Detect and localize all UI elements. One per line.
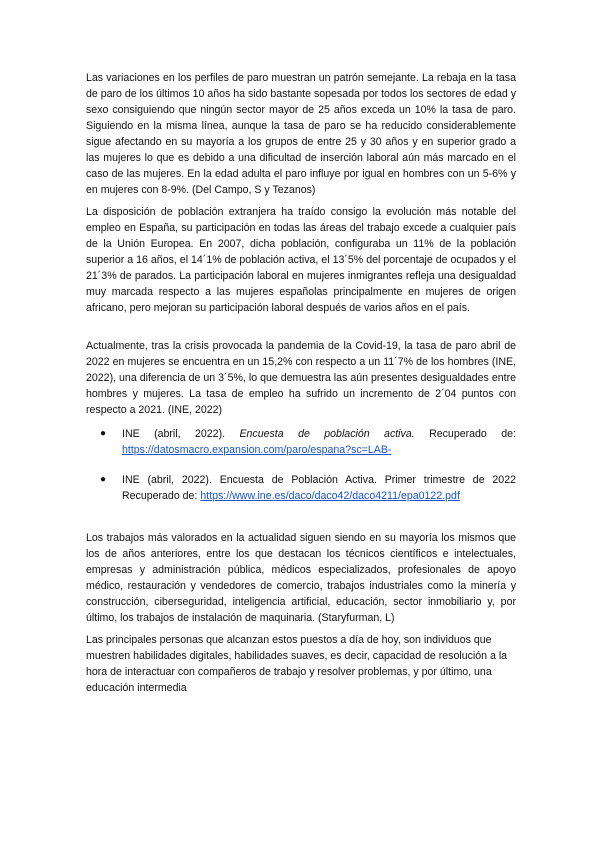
reference-link[interactable]: https://datosmacro.expansion.com/paro/espana?sc=LAB- bbox=[122, 444, 392, 456]
reference-title: Encuesta de Población Activa. Primer trimestre de 2022 bbox=[219, 474, 516, 486]
paragraph-unemployment-profiles: Las variaciones en los perfiles de paro muestran un patrón semejante. La rebaja en la tasa de paro de los últimos 10 años ha sido bastante sopesada por todos los sectores de edad y sexo consiguiendo que ningún sector mayor de 25 años exceda un 10% la tasa de paro. Siguiendo en la misma línea, aunque la tasa de paro se ha reducido considerablemente sigue afectando en su mayoría a los grupos de entre 25 y 30 años y en superior grado a las mujeres lo que es debido a una dificultad de inserción laboral aún más marcado en el caso de las mujeres. En la edad adulta el paro influye por igual en hombres con un 5-6% y en mujeres con 8-9%. (Del Campo, S y Tezanos) bbox=[86, 72, 516, 196]
reference-author: INE (abril, 2022). bbox=[122, 428, 240, 440]
paragraph-covid-unemployment: Actualmente, tras la crisis provocada la pandemia de la Covid-19, la tasa de paro abril de 2022 en mujeres se encuentra en un 15,2% con respecto a un 11´7% de los hombres (INE, 2022), una diferencia de un 3´5%, lo que demuestra las aún presentes desigualdades entre hombres y mujeres. La tasa de empleo ha sufrido un incremento de 2´04 puntos con respecto a 2021. (INE, 2022) bbox=[86, 340, 516, 416]
reference-retrieved-label: Recuperado de: bbox=[122, 490, 201, 502]
reference-link[interactable]: https://www.ine.es/daco/daco42/daco4211/epa0122.pdf bbox=[200, 490, 460, 502]
reference-title: Encuesta de población activa. bbox=[239, 428, 415, 440]
reference-author: INE (abril, 2022). bbox=[122, 474, 220, 486]
reference-item bbox=[100, 426, 516, 458]
reference-retrieved-label: Recuperado de: bbox=[414, 428, 516, 440]
reference-list bbox=[100, 426, 516, 504]
paragraph-foreign-population: La disposición de población extranjera ha traído consigo la evolución más notable del empleo en España, su participación en todas las áreas del trabajo excede a cualquier país de la Unión Europea. En 2007, dicha población, configuraba un 11% de la población superior a 16 años, el 14´1% de población activa, el 13´5% del porcentaje de ocupados y el 21´3% de parados. La participación laboral en mujeres inmigrantes refleja una desigualdad muy marcada respecto a las mujeres españolas principalmente en mujeres de origen africano, pero mejoran su participación laboral después de varios años en el país. bbox=[86, 206, 516, 314]
bullet-icon: ● bbox=[100, 428, 107, 439]
bullet-icon: ● bbox=[100, 474, 107, 485]
paragraph-valued-jobs: Los trabajos más valorados en la actualidad siguen siendo en su mayoría los mismos que los de años anteriores, entre los que destacan los técnicos científicos e intelectuales, empresas y administración pública, médicos especializados, profesionales de apoyo médico, restauración y vendedores de comercio, trabajos industriales como la minería y construcción, ciberseguridad, inteligencia artificial, educación, sector inmobiliario y, por último, los trabajos de instalación de maquinaria. (Staryfurman, L) bbox=[86, 532, 516, 624]
reference-item bbox=[100, 472, 516, 504]
paragraph-required-skills: Las principales personas que alcanzan estos puestos a día de hoy, son individuos que muestren habilidades digitales, habilidades suaves, es decir, capacidad de resolución a la hora de interactuar con compañeros de trabajo y resolver problemas, y por último, una educación intermedia bbox=[86, 634, 508, 694]
